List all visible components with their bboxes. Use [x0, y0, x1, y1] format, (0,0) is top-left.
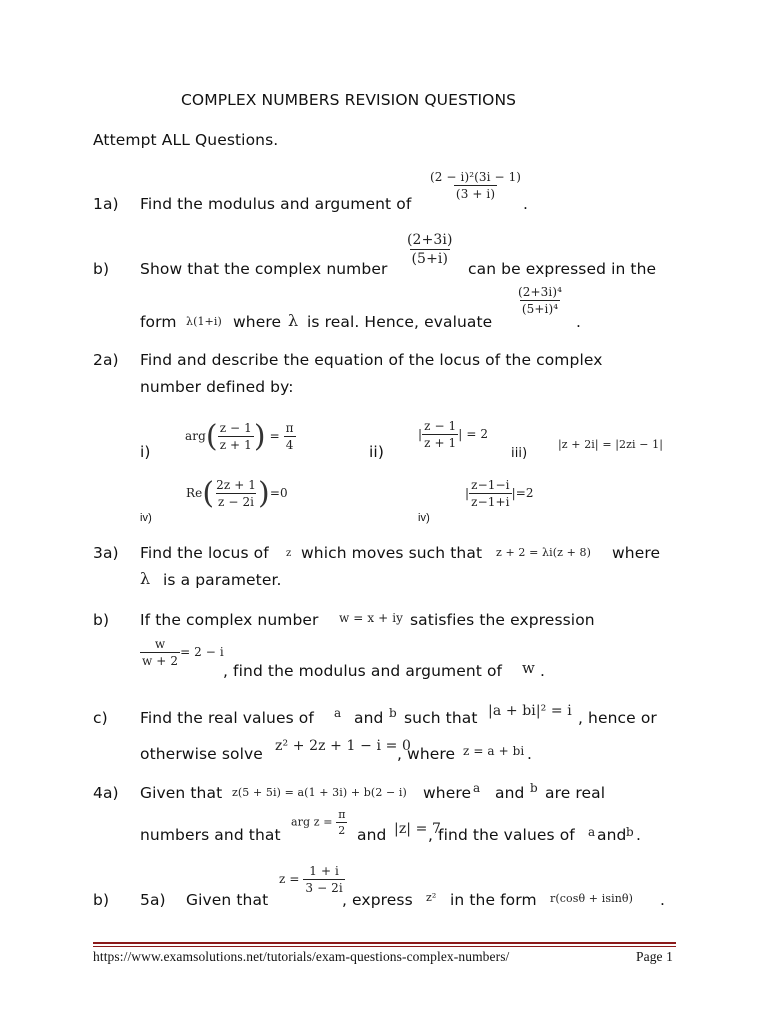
q3c-expression2: z² + 2z + 1 − i = 0	[275, 738, 411, 754]
q3a-text3: where	[612, 544, 661, 562]
q4a-arg-expression	[291, 808, 348, 837]
q1b-fraction	[405, 232, 455, 267]
q5a-numerator: 1 + i	[309, 864, 339, 878]
q5a-denominator: 3 − 2i	[305, 881, 343, 895]
q4b-label: b)	[93, 891, 110, 909]
q4a-arg-numerator: π	[338, 808, 346, 821]
abs-bar-left: |	[465, 486, 470, 500]
q4a-text5: numbers and that	[140, 826, 281, 844]
q2a-line2: number defined by:	[140, 378, 294, 396]
q3b-label: b)	[93, 611, 110, 629]
q4a-text3: and	[495, 784, 525, 802]
q4a-text6: and	[357, 826, 387, 844]
q3a-label: 3a)	[93, 544, 119, 562]
q4a-arg-denominator: 2	[338, 824, 346, 837]
q2-i-denominator: z + 1	[219, 438, 252, 452]
q1b-end: .	[576, 313, 582, 331]
q4a-modz: |z| = 7	[394, 821, 442, 837]
q3a-text4: is a parameter.	[163, 571, 282, 589]
q2-iv1-re: Re	[186, 486, 203, 500]
q2-iv2-expression	[465, 478, 534, 509]
q2-iii-expression: |z + 2i| = |2zi − 1|	[558, 438, 664, 451]
q3c-label: c)	[93, 709, 108, 727]
q1b-numerator2: (2+3i)⁴	[518, 285, 563, 299]
q3b-text2: satisfies the expression	[410, 611, 595, 629]
q3b-expression: w = x + iy	[339, 611, 404, 625]
q3c-end: .	[527, 745, 533, 763]
abs-bar-left: |	[418, 427, 423, 441]
q3c-text2: such that	[404, 709, 478, 727]
q3a-z: z	[286, 548, 292, 559]
q4a-a: a	[473, 781, 481, 795]
q1b-lambda: λ	[288, 311, 299, 330]
left-paren: (	[202, 476, 215, 511]
q2-ii-numerator: z − 1	[424, 419, 457, 433]
q3c-text1: Find the real values of	[140, 709, 314, 727]
q1a-end: .	[523, 195, 529, 213]
q3c-text5: , where	[397, 745, 456, 763]
q3b-end: .	[540, 662, 546, 680]
q3a-text1: Find the locus of	[140, 544, 269, 562]
q1a-label: 1a)	[93, 195, 119, 213]
q4a-arg: arg z =	[291, 815, 333, 829]
q2-iv2-numerator: z−1−i	[471, 478, 510, 492]
q4a-b: b	[530, 781, 538, 795]
q3c-and: and	[354, 709, 384, 727]
q1a-fraction	[428, 170, 523, 201]
q3a-expression: z + 2 = λi(z + 8)	[496, 546, 591, 559]
q1b-fraction2	[516, 285, 564, 316]
q1b-text4: where	[233, 313, 282, 331]
q5a-form: r(cosθ + isinθ)	[550, 892, 633, 905]
q1b-text1: Show that the complex number	[140, 260, 388, 278]
q2-i-expression	[185, 419, 296, 454]
q4a-text2: where	[423, 784, 472, 802]
q3b-denominator: w + 2	[142, 654, 179, 668]
q3c-expression: |a + bi|² = i	[488, 703, 572, 719]
q3b-text3: , find the modulus and argument of	[223, 662, 503, 680]
right-paren: )	[258, 476, 270, 511]
q1a-denominator: (3 + i)	[455, 187, 496, 201]
q4a-text7: , find the values of	[428, 826, 575, 844]
q3c-text4: otherwise solve	[140, 745, 263, 763]
q1b-text5: is real. Hence, evaluate	[307, 313, 493, 331]
q2-i-equals: =	[269, 429, 280, 443]
q2-ii-rhs: | = 2	[458, 427, 489, 441]
q2-i-label: i)	[140, 443, 151, 461]
q3b-numerator: w	[154, 637, 166, 651]
q3c-text3: , hence or	[578, 709, 657, 727]
q4a-a2: a	[588, 825, 596, 839]
q4a-label: 4a)	[93, 784, 119, 802]
q1a-text: Find the modulus and argument of	[140, 195, 412, 213]
q2-iv1-label: iv)	[140, 512, 152, 524]
q2a-label: 2a)	[93, 351, 119, 369]
page-title: COMPLEX NUMBERS REVISION QUESTIONS	[181, 91, 517, 109]
footer-url: https://www.examsolutions.net/tutorials/exam-questions-complex-numbers/	[93, 949, 510, 964]
q5a-label: 5a)	[140, 891, 166, 909]
instructions: Attempt ALL Questions.	[93, 131, 279, 149]
q2-i-arg: arg	[185, 429, 206, 443]
q1b-text3: form	[140, 313, 177, 331]
q5a-z2: z²	[426, 891, 437, 904]
q2-iv2-label: iv)	[418, 512, 430, 524]
q1b-denominator: (5+i)	[411, 251, 449, 267]
q1a-numerator: (2 − i)²(3i − 1)	[430, 170, 522, 184]
q1b-denominator2: (5+i)⁴	[521, 302, 559, 316]
q3b-fraction-expression	[140, 637, 224, 668]
q5a-text1: Given that	[186, 891, 269, 909]
q2-iv1-denominator: z − 2i	[218, 495, 255, 509]
q4a-expression: z(5 + 5i) = a(1 + 3i) + b(2 − i)	[232, 786, 407, 799]
q4a-end: .	[636, 826, 642, 844]
q5a-z-expression	[279, 864, 345, 895]
q2a-line1: Find and describe the equation of the locus of the complex	[140, 351, 603, 369]
q2-iii-label: iii)	[511, 446, 528, 461]
q4a-text1: Given that	[140, 784, 223, 802]
q4a-and2: and	[597, 826, 627, 844]
q3c-a: a	[334, 706, 342, 720]
q3a-lambda: λ	[140, 569, 151, 588]
q3a-text2: which moves such that	[301, 544, 483, 562]
page-number: Page 1	[636, 949, 673, 964]
q2-ii-expression	[418, 419, 488, 450]
q2-iv1-expression	[186, 476, 288, 511]
q2-i-rhs-numerator: π	[285, 421, 294, 435]
q1b-text2: can be expressed in the	[468, 260, 657, 278]
q5a-text2: , express	[342, 891, 413, 909]
q1b-numerator: (2+3i)	[407, 232, 453, 248]
q4a-text4: are real	[545, 784, 606, 802]
q2-iv1-numerator: 2z + 1	[216, 478, 257, 492]
right-paren: )	[253, 419, 266, 454]
q2-i-numerator: z − 1	[219, 421, 252, 435]
q3b-w: w	[522, 659, 535, 677]
q2-iv1-rhs: =0	[269, 486, 288, 500]
q5a-z-equals: z =	[279, 872, 300, 886]
q1b-form: λ(1+i)	[186, 315, 222, 328]
q4a-b2: b	[626, 825, 634, 839]
q2-iv2-rhs: |=2	[511, 486, 534, 500]
q2-ii-denominator: z + 1	[424, 436, 457, 450]
footer-rule-thick	[93, 942, 676, 944]
q3c-b: b	[389, 706, 397, 720]
q2-i-rhs-denominator: 4	[285, 438, 294, 452]
left-paren: (	[205, 419, 218, 454]
q1b-label: b)	[93, 260, 110, 278]
q3b-text1: If the complex number	[140, 611, 319, 629]
q3b-rhs: = 2 − i	[180, 645, 224, 659]
q5a-text3: in the form	[450, 891, 537, 909]
q2-iv2-denominator: z−1+i	[471, 495, 510, 509]
q3c-expression3: z = a + bi	[463, 744, 525, 758]
q5a-end: .	[660, 891, 666, 909]
q2-ii-label: ii)	[369, 443, 384, 461]
footer-rule-thin	[93, 946, 676, 947]
